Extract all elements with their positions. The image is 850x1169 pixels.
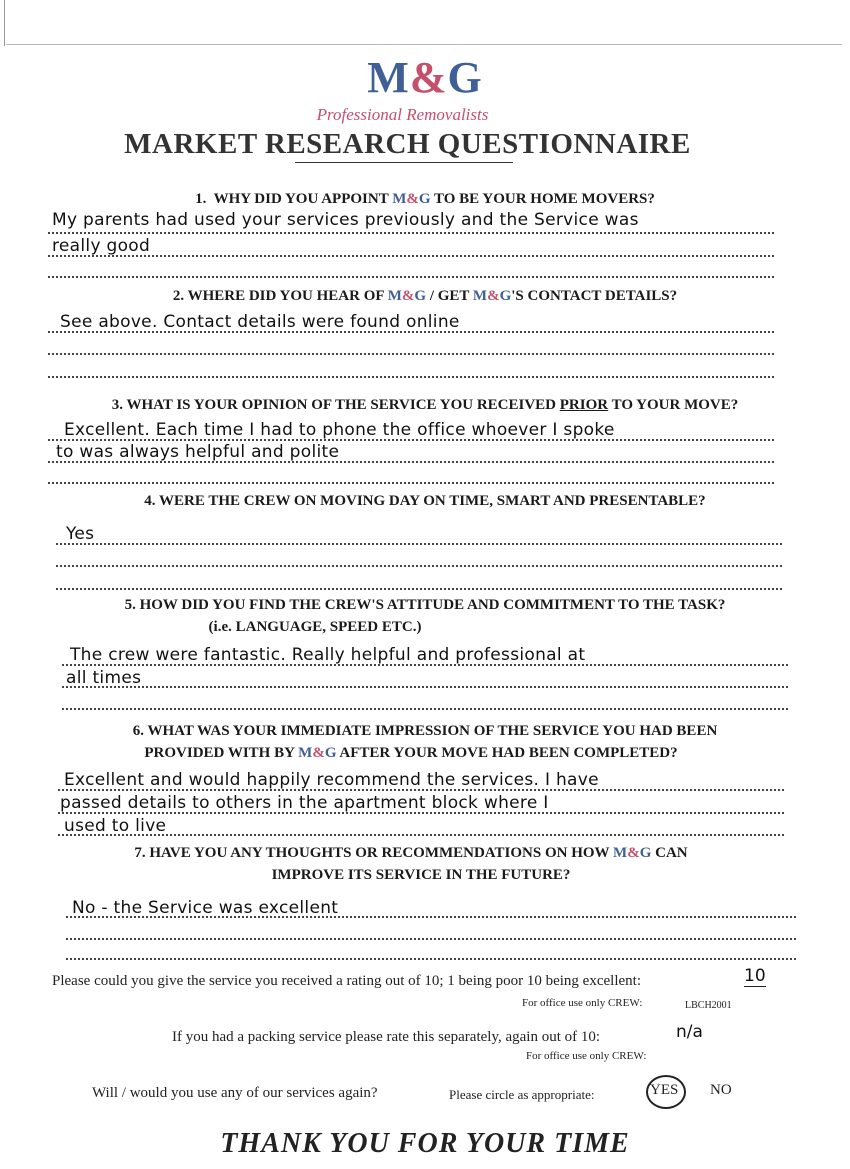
answer-line <box>58 789 784 791</box>
answer-line <box>48 376 774 378</box>
company-logo: M&G <box>367 53 483 102</box>
answer-6-line-1: Excellent and would happily recommend the services. I have <box>64 770 599 790</box>
question-6-line-2: PROVIDED WITH BY M&G AFTER YOUR MOVE HAD BEEN COMPLETED? <box>144 745 678 761</box>
answer-2-line-1: See above. Contact details were found online <box>60 312 460 332</box>
reuse-label: Will / would you use any of our services again? <box>92 1085 378 1101</box>
thank-you-message: THANK YOU FOR YOUR TIME <box>220 1128 630 1159</box>
company-tagline: Professional Removalists <box>316 105 489 124</box>
answer-line <box>66 958 796 960</box>
answer-yes[interactable]: YES <box>650 1082 679 1098</box>
question-1: 1. WHY DID YOU APPOINT M&G TO BE YOUR HOME MOVERS? <box>195 191 655 207</box>
answer-line <box>62 664 788 666</box>
answer-line <box>56 543 782 545</box>
answer-line <box>56 565 782 567</box>
question-4: 4. WERE THE CREW ON MOVING DAY ON TIME, SMART AND PRESENTABLE? <box>144 493 706 509</box>
answer-line <box>58 812 784 814</box>
answer-1-line-1: My parents had used your services previously and the Service was <box>52 210 639 230</box>
answer-no[interactable]: NO <box>710 1082 732 1098</box>
title-underline <box>295 162 513 163</box>
answer-7-line-1: No - the Service was excellent <box>72 898 339 918</box>
answer-5-line-1: The crew were fantastic. Really helpful and professional at <box>70 645 586 665</box>
question-3: 3. WHAT IS YOUR OPINION OF THE SERVICE YOU RECEIVED PRIOR TO YOUR MOVE? <box>111 397 739 413</box>
answer-line <box>48 353 774 355</box>
answer-line <box>48 276 774 278</box>
answer-line <box>66 916 796 918</box>
crew-code: LBCH2001 <box>685 1000 732 1011</box>
answer-line <box>62 686 788 688</box>
answer-line <box>48 331 774 333</box>
answer-3-line-2: to was always helpful and polite <box>56 442 340 462</box>
answer-line <box>48 482 774 484</box>
answer-line <box>58 834 784 836</box>
answer-line <box>62 708 788 710</box>
answer-line <box>48 232 774 234</box>
packing-label: If you had a packing service please rate this separately, again out of 10: <box>172 1029 601 1045</box>
scan-edge-line <box>4 0 5 46</box>
packing-value: n/a <box>676 1022 703 1042</box>
answer-1-line-2: really good <box>52 236 151 256</box>
rating-value: 10 <box>744 966 766 986</box>
answer-6-line-3: used to live <box>64 816 167 836</box>
rating-office-label: For office use only CREW: <box>522 997 643 1009</box>
answer-line <box>56 588 782 590</box>
page-title: MARKET RESEARCH QUESTIONNAIRE <box>124 128 691 160</box>
answer-line <box>48 255 774 257</box>
question-2: 2. WHERE DID YOU HEAR OF M&G / GET M&G'S CONTACT DETAILS? <box>172 288 678 304</box>
answer-4-line-1: Yes <box>66 524 95 544</box>
question-5-subtext: (i.e. LANGUAGE, SPEED ETC.) <box>208 619 422 635</box>
scan-top-line <box>6 44 842 45</box>
rating-label: Please could you give the service you received a rating out of 10; 1 being poor 10 being excellent: <box>52 973 641 989</box>
question-7-line-2: IMPROVE ITS SERVICE IN THE FUTURE? <box>271 867 571 883</box>
question-6: 6. WHAT WAS YOUR IMMEDIATE IMPRESSION OF THE SERVICE YOU HAD BEEN <box>132 723 718 739</box>
reuse-instruction: Please circle as appropriate: <box>449 1087 595 1102</box>
answer-5-line-2: all times <box>66 668 142 688</box>
answer-line <box>48 439 774 441</box>
answer-3-line-1: Excellent. Each time I had to phone the office whoever I spoke <box>64 420 615 440</box>
packing-office-label: For office use only CREW: <box>526 1050 647 1062</box>
answer-6-line-2: passed details to others in the apartment block where I <box>60 793 549 813</box>
answer-line <box>66 938 796 940</box>
question-5: 5. HOW DID YOU FIND THE CREW'S ATTITUDE AND COMMITMENT TO THE TASK? <box>124 597 726 613</box>
answer-line <box>48 461 774 463</box>
question-7: 7. HAVE YOU ANY THOUGHTS OR RECOMMENDATIONS ON HOW M&G CAN <box>134 845 688 861</box>
